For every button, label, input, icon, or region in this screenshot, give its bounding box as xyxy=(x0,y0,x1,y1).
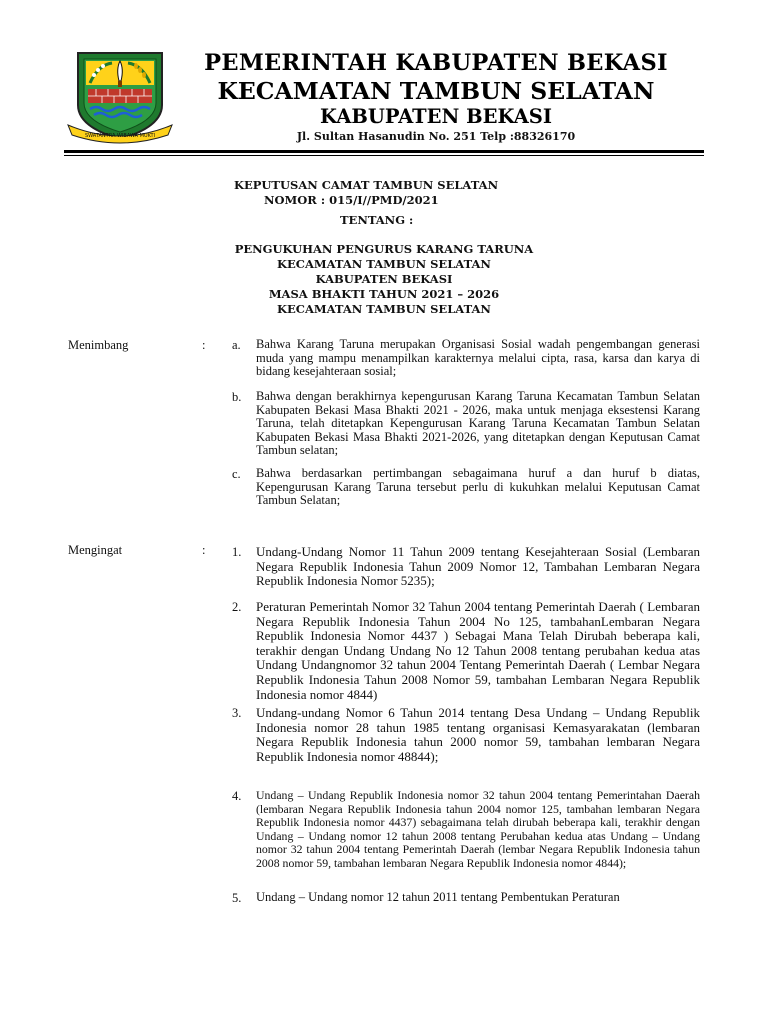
letterhead-government: PEMERINTAH KABUPATEN BEKASI xyxy=(204,50,668,76)
mengingat-item-mark: 4. xyxy=(232,789,242,803)
menimbang-item-text: Bahwa berdasarkan pertimbangan sebagaimana huruf a dan huruf b diatas, Kepengurusan Karang Taruna tersebut perlu di kukuhkan melalui Keputusan Camat Tambun Selatan; xyxy=(256,466,700,508)
menimbang-item-text: Bahwa Karang Taruna merupakan Organisasi Sosial wadah pengembangan generasi muda yang mampu menampilkan karakternya melalui cipta, rasa, karsa dan karya di bidang kesejahteraan sosial; xyxy=(256,337,700,379)
mengingat-item-text: Undang – Undang nomor 12 tahun 2011 tentang Pembentukan Peraturan xyxy=(256,890,620,904)
decree-subject-line: KECAMATAN TAMBUN SELATAN xyxy=(277,302,491,316)
mengingat-item-mark: 3. xyxy=(232,706,242,720)
mengingat-item-text: Undang-Undang Nomor 11 Tahun 2009 tentang Kesejahteraan Sosial (Lembaran Negara Republik Indonesia Tahun 2009 Nomor 12, Tambahan Lembaran Negara Republik Indonesia Nomor 5235); xyxy=(256,544,700,589)
decree-subject-line: KABUPATEN BEKASI xyxy=(315,272,453,286)
mengingat-item-mark: 5. xyxy=(232,891,242,905)
decree-number: NOMOR : 015/I//PMD/2021 xyxy=(264,193,439,207)
decree-subject-line: PENGUKUHAN PENGURUS KARANG TARUNA xyxy=(234,242,534,256)
letterhead-rule-thick xyxy=(64,150,704,153)
mengingat-colon: : xyxy=(202,543,206,557)
decree-subject-line: KECAMATAN TAMBUN SELATAN xyxy=(277,257,491,271)
bekasi-emblem-logo xyxy=(64,47,176,147)
mengingat-item-text: Undang-undang Nomor 6 Tahun 2014 tentang Desa Undang – Undang Republik Indonesia nomor 28 tahun 1985 tentang organisasi Kemasyarakatan (lembaran Negara Republik Indonesia tahun 2000 nomor 59, tambahan lembaran Negara Republik Indonesia nomor 48844); xyxy=(256,705,700,764)
decree-about: TENTANG : xyxy=(340,213,414,227)
menimbang-item-text: Bahwa dengan berakhirnya kepengurusan Karang Taruna Kecamatan Tambun Selatan Kabupaten Bekasi Masa Bhakti 2021 - 2026, maka untuk menjaga eksestensi Karang Taruna, telah ditetapkan Kepengurusan Karang Taruna Kecamatan Tambun Selatan Kabupaten Bekasi Masa Bhakti 2021-2026, yang ditetapkan dengan Keputusan Camat Tambun selatan; xyxy=(256,389,700,458)
decree-heading: KEPUTUSAN CAMAT TAMBUN SELATAN xyxy=(234,178,499,192)
menimbang-label: Menimbang xyxy=(68,338,129,352)
letterhead-district: KECAMATAN TAMBUN SELATAN xyxy=(217,77,655,105)
letterhead-regency: KABUPATEN BEKASI xyxy=(320,105,552,128)
mengingat-item-mark: 2. xyxy=(232,600,242,614)
emblem-motto-text: SWATANTRA WIBAWA MUKTI xyxy=(84,133,156,139)
decree-subject-line: MASA BHAKTI TAHUN 2021 – 2026 xyxy=(268,287,500,301)
menimbang-colon: : xyxy=(202,338,206,352)
letterhead-rule-thin xyxy=(64,155,704,156)
mengingat-item-mark: 1. xyxy=(232,545,242,559)
mengingat-item-text: Undang – Undang Republik Indonesia nomor 32 tahun 2004 tentang Pemerintahan Daerah (lembaran Negara Republik Indonesia tahun 2004 nomor 125, tambahan lembaran Negara Republik Indonesia nomor 4437) sebagaimana telah dirubah beberapa kali, terakhir dengan Undang – Undang nomor 12 tahun 2008 tentang Perubahan kedua atas Undang – Undang nomor 32 tahun 2004 tentang Pemerintah Daerah (lembar Negara Republik Indonesia tahun 2008 nomor 59, tambahan lembaran Negara Republik Indonesia nomor 4844); xyxy=(256,788,700,870)
mengingat-label: Mengingat xyxy=(68,543,123,557)
mengingat-item-text: Peraturan Pemerintah Nomor 32 Tahun 2004 tentang Pemerintah Daerah ( Lembaran Negara Republik Indonesia Tahun 2004 No 125, tambahanLembaran Negara Republik Indonesia Nomor 4437 ) Sebagai Mana Telah Dirubah beberapa kali, terakhir dengan Undang Undang No 12 Tahun 2008 tentang perubahan kedua atas Undang Undangnomor 32 tahun 2004 Tentang Pemerintah Daerah ( Lembar Negara Republik Indonesia Tahun 2008 Nomor 59, tambahan Lembaran Negara Republik Indonesia nomor 4844) xyxy=(256,599,700,702)
menimbang-item-mark: b. xyxy=(232,390,242,404)
menimbang-item-mark: a. xyxy=(232,338,241,352)
letterhead-address: Jl. Sultan Hasanudin No. 251 Telp :88326170 xyxy=(296,130,576,143)
menimbang-item-mark: c. xyxy=(232,467,241,481)
